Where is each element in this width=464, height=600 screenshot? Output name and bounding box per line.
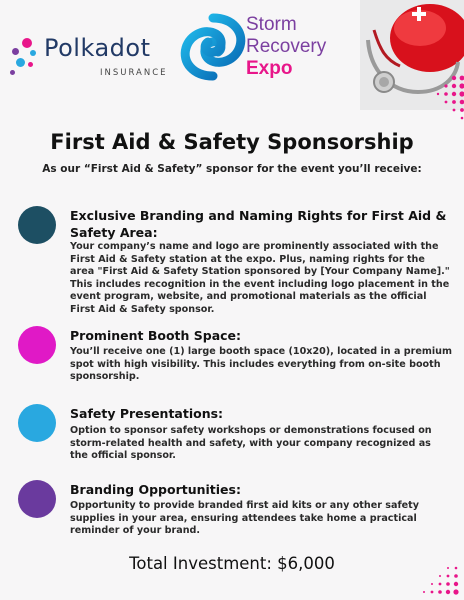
section-1-bullet xyxy=(18,206,56,244)
section-4-bullet xyxy=(18,480,56,518)
polkadot-wordmark: Polkadot xyxy=(44,34,151,62)
expo-line-1: Storm xyxy=(246,14,297,35)
section-2-bullet xyxy=(18,326,56,364)
total-investment: Total Investment: $6,000 xyxy=(129,554,335,573)
section-3-bullet xyxy=(18,404,56,442)
page-subtitle: As our “First Aid & Safety” sponsor for the event you’ll receive: xyxy=(42,163,422,175)
page-title: First Aid & Safety Sponsorship xyxy=(50,130,414,154)
header xyxy=(0,0,464,110)
expo-line-3: Expo xyxy=(246,58,293,79)
expo-line-2: Recovery xyxy=(246,36,327,57)
polkadot-subtitle: INSURANCE xyxy=(100,68,168,78)
polkadot-insurance-logo xyxy=(10,30,175,86)
storm-recovery-expo-logo xyxy=(178,8,353,88)
section-2-body: You’ll receive one (1) large booth space (10x20), located in a premium spot with high visibility. This includes everything from on-site booth sponsorship. xyxy=(70,346,452,383)
halftone-dots-corner-decoration xyxy=(374,540,464,600)
section-1-heading: Exclusive Branding and Naming Rights for First Aid & Safety Area: xyxy=(70,208,447,240)
section-2-heading: Prominent Booth Space: xyxy=(70,328,242,343)
section-3-heading: Safety Presentations: xyxy=(70,406,224,421)
halftone-dots-decoration xyxy=(404,70,464,130)
section-1-body: Your company’s name and logo are prominently associated with the First Aid & Safety station at the expo. Plus, naming rights for the area "First Aid & Safety Station sponsored by [Your Company Name]." This includes recognition in the event including logo placement in the event program, website, and promotional materials as the official First Aid & Safety sponsor. xyxy=(70,241,450,315)
storm-swirl-icon xyxy=(178,12,248,82)
section-4-heading: Branding Opportunities: xyxy=(70,482,241,497)
section-4-body: Opportunity to provide branded first aid kits or any other safety supplies in your area, ensuring attendees take home a practical reminder of your brand. xyxy=(70,500,419,537)
polka-dots-icon xyxy=(10,30,40,86)
section-3-body: Option to sponsor safety workshops or demonstrations focused on storm-related health and safety, with your company recognized as the official sponsor. xyxy=(70,425,432,462)
